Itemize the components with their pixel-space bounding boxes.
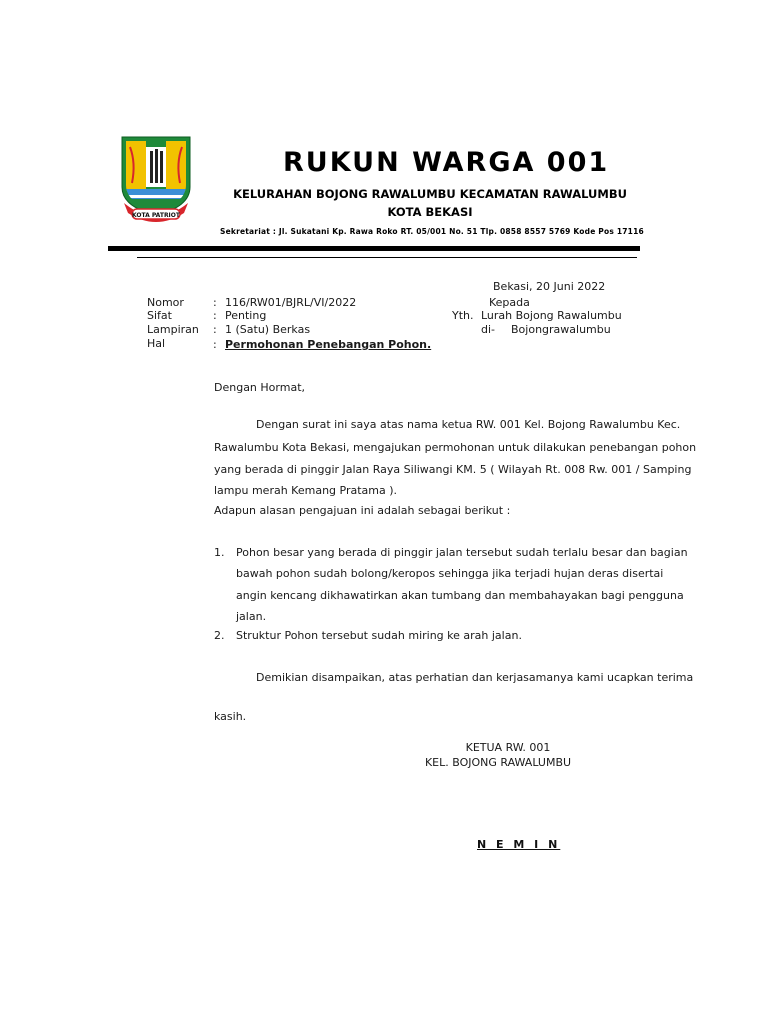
- paragraph-1-line-4: lampu merah Kemang Pratama ).: [214, 484, 398, 497]
- list-item-1-number: 1.: [214, 546, 225, 559]
- greeting: Dengan Hormat,: [214, 381, 305, 394]
- letterhead-subtitle-1: KELURAHAN BOJONG RAWALUMBU KECAMATAN RAWALUMBU: [233, 187, 627, 201]
- closing-line-2: kasih.: [214, 710, 247, 723]
- place-date: Bekasi, 20 Juni 2022: [493, 280, 606, 293]
- letterhead-address: Sekretariat : Jl. Sukatani Kp. Rawa Roko RT. 05/001 No. 51 Tlp. 0858 8557 5769 Kode Pos 17116: [220, 227, 644, 236]
- lampiran-value: 1 (Satu) Berkas: [225, 323, 311, 336]
- di-label: di-: [481, 323, 496, 336]
- signature-role: KETUA RW. 001: [465, 741, 551, 754]
- lampiran-label: Lampiran: [147, 323, 199, 336]
- lampiran-colon: :: [213, 323, 217, 336]
- paragraph-1-line-2: Rawalumbu Kota Bekasi, mengajukan permohonan untuk dilakukan penebangan pohon: [214, 441, 697, 454]
- signature-name: N E M I N: [477, 838, 561, 851]
- letterhead-rule-thin: [137, 257, 637, 258]
- paragraph-2: Adapun alasan pengajuan ini adalah sebagai berikut :: [214, 504, 511, 517]
- recipient-name: Lurah Bojong Rawalumbu: [481, 309, 622, 322]
- signature-org: KEL. BOJONG RAWALUMBU: [424, 756, 572, 769]
- recipient-location: Bojongrawalumbu: [511, 323, 611, 336]
- nomor-label: Nomor: [147, 296, 184, 309]
- logo-motto-text: KOTA PATRIOT: [131, 212, 181, 219]
- letterhead-subtitle-2: KOTA BEKASI: [387, 205, 473, 219]
- hal-colon: :: [213, 338, 217, 351]
- recipient-heading: Kepada: [489, 296, 530, 309]
- closing-line-1: Demikian disampaikan, atas perhatian dan kerjasamanya kami ucapkan terima: [256, 671, 694, 684]
- letterhead-title: RUKUN WARGA 001: [283, 147, 610, 178]
- list-item-2-text: Struktur Pohon tersebut sudah miring ke arah jalan.: [236, 629, 522, 642]
- nomor-value: 116/RW01/BJRL/VI/2022: [225, 296, 357, 309]
- list-item-1-line-2: bawah pohon sudah bolong/keropos sehingga jika terjadi hujan deras disertai: [236, 567, 664, 580]
- nomor-colon: :: [213, 296, 217, 309]
- sifat-value: Penting: [225, 309, 267, 322]
- list-item-1-line-4: jalan.: [236, 610, 267, 623]
- hal-value: Permohonan Penebangan Pohon.: [225, 338, 432, 351]
- sifat-label: Sifat: [147, 309, 172, 322]
- paragraph-1-line-1: Dengan surat ini saya atas nama ketua RW. 001 Kel. Bojong Rawalumbu Kec.: [256, 418, 681, 431]
- list-item-1-line-1: Pohon besar yang berada di pinggir jalan tersebut sudah terlalu besar dan bagian: [236, 546, 688, 559]
- paragraph-1-line-3: yang berada di pinggir Jalan Raya Siliwangi KM. 5 ( Wilayah Rt. 008 Rw. 001 / Samping: [214, 463, 692, 476]
- list-item-1-line-3: angin kencang dikhawatirkan akan tumbang dan membahayakan bagi pengguna: [236, 589, 684, 602]
- list-item-2-number: 2.: [214, 629, 225, 642]
- kota-bekasi-crest-logo: [118, 133, 194, 225]
- sifat-colon: :: [213, 309, 217, 322]
- letterhead-rule-thick: [108, 246, 640, 251]
- yth-label: Yth.: [452, 309, 474, 322]
- hal-label: Hal: [147, 337, 166, 350]
